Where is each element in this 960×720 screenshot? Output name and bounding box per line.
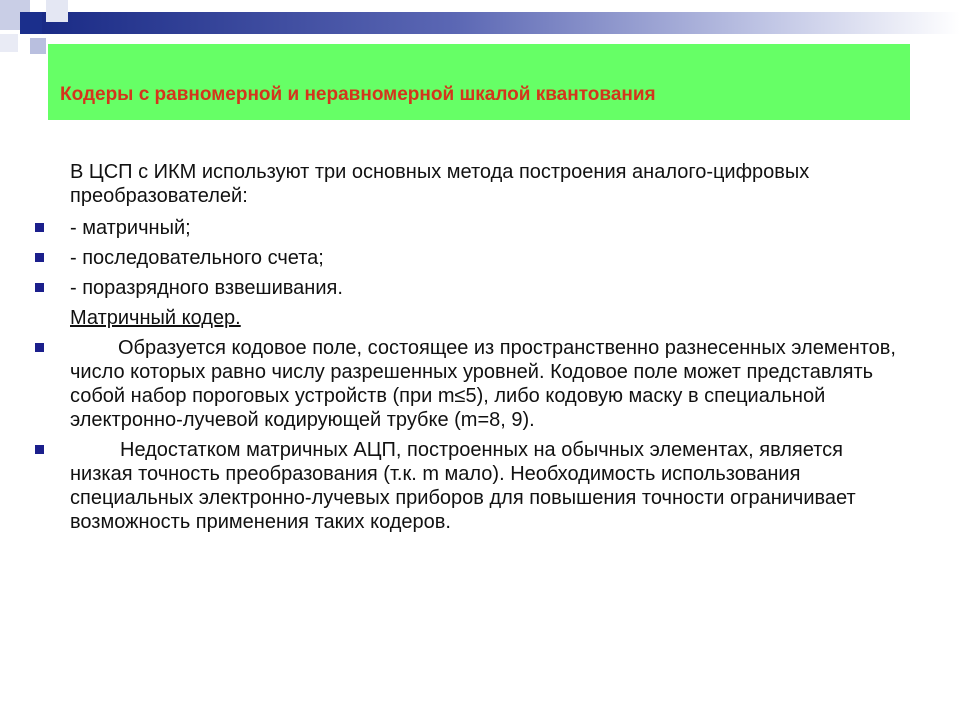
method-item: - последовательного счета;: [70, 247, 324, 269]
list-item: [0, 276, 910, 300]
decor-square: [30, 38, 46, 54]
list-item: [0, 216, 910, 240]
intro-text: В ЦСП с ИКМ используют три основных метода построения аналого-цифровых преобразователей:: [70, 161, 810, 207]
method-item: - поразрядного взвешивания.: [70, 277, 343, 299]
list-item: [0, 438, 910, 534]
subheading: [0, 306, 910, 330]
list-item: [0, 246, 910, 270]
paragraph-1: Образуется кодовое поле, состоящее из пространственно разнесенных элементов, число которых равно числу разрешенных уровней. Кодовое поле может представлять собой набор пороговых устройств (при m≤5), либо кодовую маску в специальной электронно-лучевой кодирующей трубке (m=8, 9).: [70, 337, 896, 431]
bullet-icon: [35, 253, 44, 262]
title-box: [48, 44, 910, 120]
bullet-icon: [35, 223, 44, 232]
list-item: [0, 336, 910, 432]
bullet-icon: [35, 283, 44, 292]
slide-title: Кодеры с равномерной и неравномерной шкалой квантования: [60, 84, 656, 105]
method-item: - матричный;: [70, 217, 191, 239]
bullet-icon: [35, 343, 44, 352]
paragraph-text: [70, 337, 896, 431]
paragraph-text: [70, 439, 856, 533]
decor-square: [0, 34, 18, 52]
decor-square: [46, 0, 68, 22]
decor-square: [20, 12, 42, 34]
subheading-text: Матричный кодер.: [70, 307, 241, 329]
bullet-icon: [35, 445, 44, 454]
paragraph-2: Недостатком матричных АЦП, построенных на обычных элементах, является низкая точность преобразования (т.к. m мало). Необходимость использования специальных электронно-лучевых приборов для повышения точности ограничивает возможность применения таких кодеров.: [70, 439, 856, 533]
header-band: [42, 12, 960, 34]
slide-content: [0, 160, 960, 540]
